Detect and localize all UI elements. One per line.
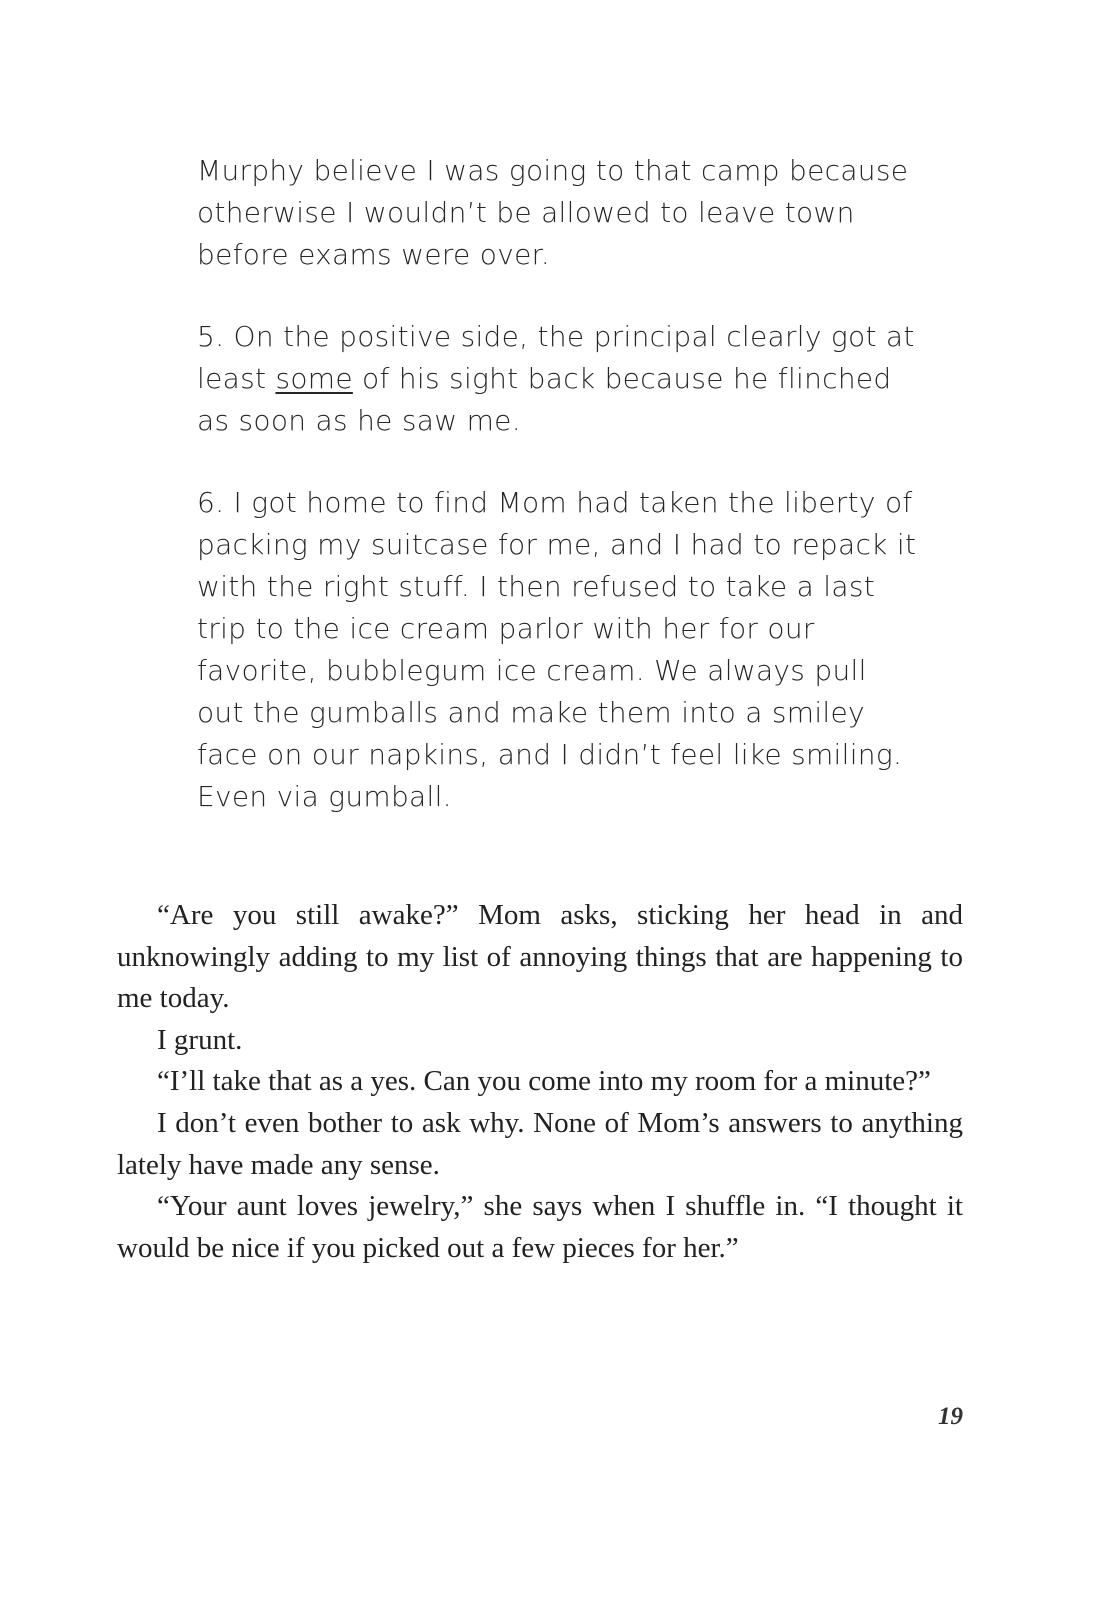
prose-paragraph: “I’ll take that as a yes. Can you come into my room for a minute?”	[157, 1065, 931, 1098]
journal-item-5-underlined: some	[275, 362, 353, 395]
prose-paragraph: I don’t even bother to ask why. None of Mom’s answers to anything lately have made any sense.	[117, 1106, 963, 1181]
prose-paragraph: “Your aunt loves jewelry,” she says when I shuffle in. “I thought it would be nice if you picked out a few pieces for her.”	[117, 1190, 963, 1264]
journal-item-5-after: of his sight back because he flinched as soon as he saw me.	[197, 362, 892, 437]
journal-item-6: 6. I got home to find Mom had taken the liberty of packing my suitcase for me, and I had to repack it with the right stuff. I then refused to take a last trip to the ice cream parlor with her for our favorite, bubblegum ice cream. We always pull out the gumballs and make them into a smiley face on our napkins, and I didn’t feel like smiling. Even via gumball.	[197, 486, 917, 813]
journal-continuation: Murphy believe I was going to that camp because otherwise I wouldn’t be allowed to leave town before exams were over.	[197, 154, 909, 271]
prose-paragraph: I grunt.	[157, 1023, 243, 1056]
handwritten-journal	[197, 150, 917, 818]
page-number: 19	[938, 1403, 963, 1430]
prose-paragraph: “Are you still awake?” Mom asks, sticking her head in and unknowingly adding to my list of annoying things that are happening to me today.	[117, 899, 963, 1015]
journal-item-5	[197, 316, 917, 442]
journal-item-5-before: 5. On the positive side, the principal clearly got at least	[197, 320, 915, 395]
prose-text	[117, 895, 963, 1269]
